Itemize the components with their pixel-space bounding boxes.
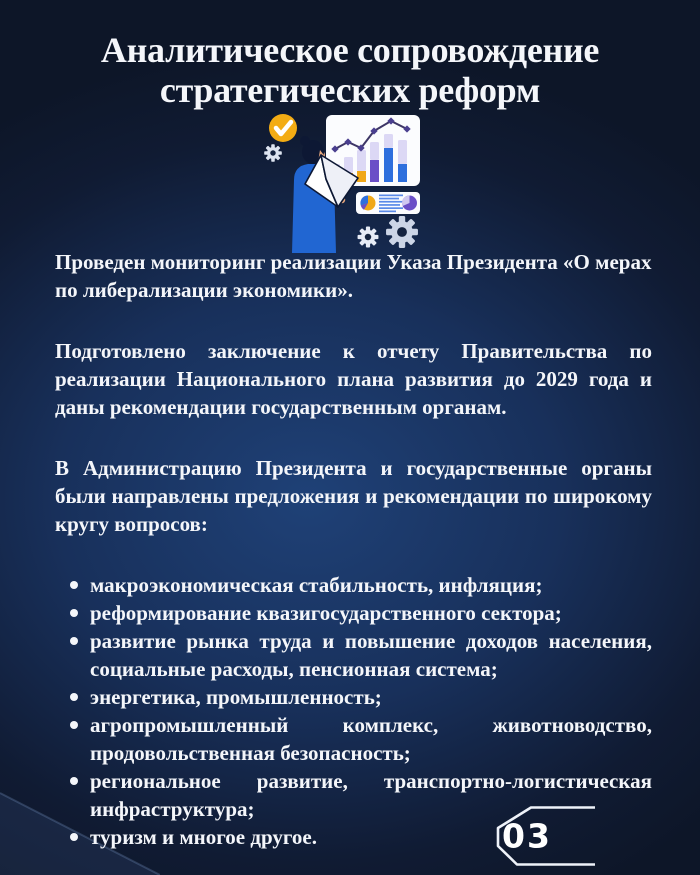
list-item-text: развитие рынка труда и повышение доходов населения, социальные расходы, пенсионная система; [90,629,652,681]
bullet-dot [70,609,78,617]
body-content [55,248,652,851]
page-number: 03 [502,816,552,856]
pie-chart [402,195,417,210]
check-badge-icon [269,114,297,142]
gear-icon [358,227,379,248]
page-number-badge [485,805,700,867]
paragraph-monitoring: Проведен мониторинг реализации Указа Президента «О мерах по либерализации экономики». [55,250,652,302]
bullet-dot [70,637,78,645]
paragraph-proposals: В Администрацию Президента и государственные органы были направлены предложения и рекомендации по широкому кругу вопросов: [55,456,652,536]
pie-panel [356,192,420,214]
gear-icon [386,216,418,248]
page-title-line2: стратегических реформ [159,70,541,111]
list-item [70,627,652,683]
bullet-dot [70,581,78,589]
page-title-line1: Аналитическое сопровождение [100,30,600,70]
list-item-text: макроэкономическая стабильность, инфляция; [90,573,543,597]
gear-icon [264,144,282,162]
list-item-text: туризм и многое другое. [90,825,317,849]
bullet-dot [70,833,78,841]
bullet-dot [70,777,78,785]
analytics-illustration [250,108,450,253]
list-item [70,571,652,599]
list-item-text: региональное развитие, транспортно-логистическая инфраструктура; [90,769,652,821]
page-title [0,30,700,111]
pie-chart [360,195,375,210]
list-item [70,683,652,711]
analytics-illustration-svg [250,108,450,253]
list-item-text: агропромышленный комплекс, животноводство, продовольственная безопасность; [90,713,652,765]
paragraph-report: Подготовлено заключение к отчету Правительства по реализации Национального плана развития до 2029 года и даны рекомендации государственным органам. [55,339,652,419]
list-item [70,711,652,767]
list-item-text: энергетика, промышленность; [90,685,382,709]
bullet-dot [70,721,78,729]
list-item [70,599,652,627]
bullet-dot [70,693,78,701]
list-item-text: реформирование квазигосударственного сектора; [90,601,562,625]
